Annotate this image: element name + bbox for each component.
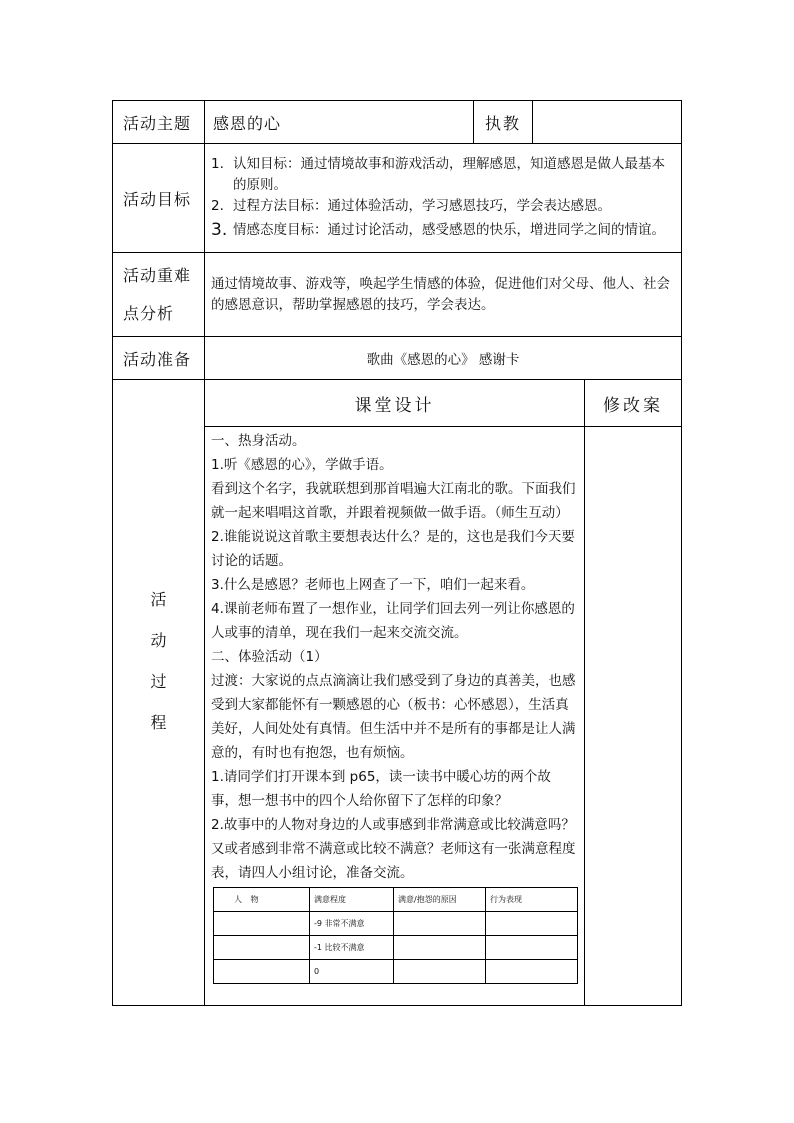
goal-text: 情感态度目标：通过讨论活动，感受感恩的快乐，增进同学之间的情谊。 bbox=[233, 221, 665, 238]
satisfaction-cell bbox=[394, 936, 486, 960]
satisfaction-cell: -1 比较不满意 bbox=[310, 936, 394, 960]
design-paragraph: 4.课前老师布置了一想作业，让同学们回去列一列让你感恩的人或事的清单，现在我们一起来交流交流。 bbox=[211, 601, 575, 641]
satisfaction-row bbox=[214, 912, 578, 936]
satisfaction-row bbox=[214, 936, 578, 960]
goal-number: 3. bbox=[211, 219, 228, 240]
topic-label: 活动主题 bbox=[113, 101, 205, 144]
process-header-row bbox=[113, 380, 682, 427]
satisfaction-row bbox=[214, 960, 578, 984]
design-paragraph: 2.故事中的人物对身边的人或事感到非常满意或比较满意吗？又或者感到非常不满意或比较不满意？老师这有一张满意程度表，请四人小组讨论，准备交流。 bbox=[211, 817, 576, 881]
design-paragraph: 看到这个名字，我就联想到那首唱遍大江南北的歌。下面我们就一起来唱唱这首歌，并跟着视频做一做手语。（师生互动） bbox=[211, 481, 576, 521]
satisfaction-cell bbox=[486, 936, 578, 960]
lesson-plan-table bbox=[112, 100, 682, 1006]
design-paragraph: 1.请同学们打开课本到 p65，读一读书中暖心坊的两个故事，想一想书中的四个人给你留下了怎样的印象？ bbox=[211, 769, 551, 809]
satisfaction-cell: 0 bbox=[310, 960, 394, 984]
satisfaction-cell bbox=[486, 912, 578, 936]
process-label-char: 过 bbox=[150, 672, 167, 691]
design-paragraph: 过渡：大家说的点点滴滴让我们感受到了身边的真善美，也感受到大家都能怀有一颗感恩的心（板书：心怀感恩），生活真美好，人间处处有真情。但生活中并不是所有的事都是让人满意的，有时也有抱怨，也有烦恼。 bbox=[211, 673, 576, 761]
analysis-label-line2: 点分析 bbox=[123, 303, 175, 323]
goal-text: 认知目标：通过情境故事和游戏活动，理解感恩，知道感恩是做人最基本的原则。 bbox=[233, 155, 665, 193]
topic-value: 感恩的心 bbox=[205, 101, 474, 144]
process-label bbox=[113, 380, 205, 1006]
goal-item bbox=[211, 220, 677, 241]
design-paragraph: 1.听《感恩的心》，学做手语。 bbox=[211, 457, 393, 473]
goals-label: 活动目标 bbox=[113, 144, 205, 253]
goal-text: 过程方法目标：通过体验活动，学习感恩技巧，学会表达感恩。 bbox=[233, 197, 611, 214]
class-design-header: 课堂设计 bbox=[205, 380, 585, 427]
satisfaction-cell: -9 非常不满意 bbox=[310, 912, 394, 936]
satisfaction-cell bbox=[214, 936, 310, 960]
goal-number: 2. bbox=[211, 197, 224, 214]
process-label-char: 活 bbox=[150, 590, 167, 609]
design-paragraph: 一、热身活动。 bbox=[211, 433, 306, 449]
revision-header: 修改案 bbox=[585, 380, 682, 427]
satisfaction-table bbox=[213, 887, 578, 984]
satisfaction-header: 行为表现 bbox=[486, 888, 578, 912]
analysis-label-line1: 活动重难 bbox=[123, 265, 192, 285]
process-label-char: 程 bbox=[150, 713, 167, 732]
satisfaction-header: 人 物 bbox=[214, 888, 310, 912]
goals-content bbox=[205, 144, 682, 253]
design-paragraph: 3.什么是感恩？老师也上网查了一下，咱们一起来看。 bbox=[211, 577, 535, 593]
goals-row bbox=[113, 144, 682, 253]
satisfaction-cell bbox=[486, 960, 578, 984]
satisfaction-header: 满意/抱怨的原因 bbox=[394, 888, 486, 912]
goal-item bbox=[211, 154, 677, 196]
preparation-text: 歌曲《感恩的心》 感谢卡 bbox=[205, 337, 682, 380]
satisfaction-cell bbox=[394, 960, 486, 984]
satisfaction-cell bbox=[394, 912, 486, 936]
topic-row bbox=[113, 101, 682, 144]
satisfaction-cell bbox=[214, 912, 310, 936]
goal-item bbox=[211, 196, 677, 217]
design-paragraph: 2.谁能说说这首歌主要想表达什么？是的，这也是我们今天要讨论的话题。 bbox=[211, 529, 575, 569]
satisfaction-header-row bbox=[214, 888, 578, 912]
preparation-label: 活动准备 bbox=[113, 337, 205, 380]
analysis-label bbox=[113, 253, 205, 337]
class-design-content bbox=[205, 427, 585, 1006]
design-paragraph: 二、体验活动（1） bbox=[211, 649, 328, 665]
analysis-row bbox=[113, 253, 682, 337]
goal-number: 1. bbox=[211, 155, 224, 172]
satisfaction-header: 满意程度 bbox=[310, 888, 394, 912]
process-label-char: 动 bbox=[150, 631, 167, 650]
teacher-label: 执教 bbox=[474, 101, 533, 144]
satisfaction-cell bbox=[214, 960, 310, 984]
teacher-value bbox=[533, 101, 682, 144]
analysis-text: 通过情境故事、游戏等，唤起学生情感的体验，促进他们对父母、他人、社会的感恩意识，帮助掌握感恩的技巧，学会表达。 bbox=[205, 253, 682, 337]
revision-content bbox=[585, 427, 682, 1006]
preparation-row bbox=[113, 337, 682, 380]
